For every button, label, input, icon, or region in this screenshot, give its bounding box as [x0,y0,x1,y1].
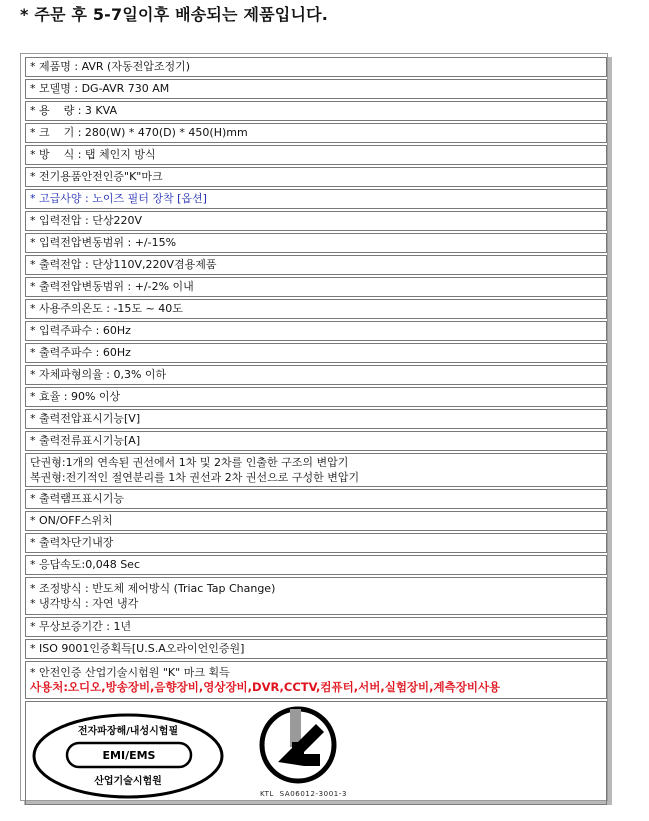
spec-row-voltage-display: * 출력전압표시기능[V] [25,409,607,429]
spec-row-input-variation: * 입력전압변동범위 : +/-15% [25,233,607,253]
spec-row-certification [25,661,607,699]
spec-row-power-switch: * ON/OFF스위치 [25,511,607,531]
spec-table [25,57,607,805]
shipping-notice: * 주문 후 5-7일이후 배송되는 제품입니다. [20,5,329,24]
transformer-single-line: 단권형:1개의 연속된 권선에서 1차 및 2차를 인출한 구조의 변압기 [30,456,349,469]
emi-ems-logo [31,712,225,800]
logo-panel [25,701,607,805]
spec-row-current-display: * 출력전류표시기능[A] [25,431,607,451]
spec-row-warranty: * 무상보증기간 : 1년 [25,617,607,637]
spec-row-input-voltage: * 입력전압 : 단상220V [25,211,607,231]
emi-logo-top-text: 전자파장해/내성시험필 [77,726,179,737]
spec-row-breaker: * 출력차단기내장 [25,533,607,553]
spec-row-efficiency: * 효율 : 90% 이상 [25,387,607,407]
spec-row-response: * 응답속도:0,048 Sec [25,555,607,575]
spec-row-size: * 크 기 : 280(W) * 470(D) * 450(H)mm [25,123,607,143]
spec-row-lamp-display: * 출력램프표시기능 [25,489,607,509]
usage-line: 사용처:오디오,방송장비,음향장비,영상장비,DVR,CCTV,컴퓨터,서버,실험장비,계측장비사용 [30,680,501,694]
control-method-line: * 조정방식 : 반도체 제어방식 (Triac Tap Change) [30,582,276,595]
spec-row-safety-cert: * 전기용품안전인증"K"마크 [25,167,607,187]
transformer-double-line: 복권형:전기적인 절연분리를 1차 권선과 2차 권선으로 구성한 변압기 [30,471,360,484]
ktl-code-text: KTL SA06012-3001-3 [260,790,348,798]
spec-row-input-frequency: * 입력주파수 : 60Hz [25,321,607,341]
spec-row-temperature: * 사용주의온도 : -15도 ~ 40도 [25,299,607,319]
spec-row-product-name: * 제품명 : AVR (자동전압조정기) [25,57,607,77]
spec-row-output-variation: * 출력전압변동범위 : +/-2% 이내 [25,277,607,297]
spec-row-control [25,577,607,615]
spec-row-output-frequency: * 출력주파수 : 60Hz [25,343,607,363]
cooling-method-line: * 냉각방식 : 자연 냉각 [30,597,139,610]
spec-row-model: * 모델명 : DG-AVR 730 AM [25,79,607,99]
spec-row-capacity: * 용 량 : 3 KVA [25,101,607,121]
spec-frame [20,53,608,801]
spec-row-output-voltage: * 출력전압 : 단상110V,220V겸용제품 [25,255,607,275]
spec-row-method: * 방 식 : 탭 체인지 방식 [25,145,607,165]
emi-logo-bottom-text: 산업기술시험원 [94,776,162,787]
spec-row-waveform: * 자체파형의율 : 0,3% 이하 [25,365,607,385]
spec-row-iso: * ISO 9001인증획득[U.S.A오라이언인증원] [25,639,607,659]
emi-logo-middle-text: EMI/EMS [102,749,156,762]
spec-row-premium-option: * 고급사양 : 노이즈 필터 장착 [옵션] [25,189,607,209]
ktl-k-mark-logo [258,704,338,786]
spec-row-transformer [25,453,607,487]
cert-line: * 안전인증 산업기술시험원 "K" 마크 획득 [30,666,230,679]
